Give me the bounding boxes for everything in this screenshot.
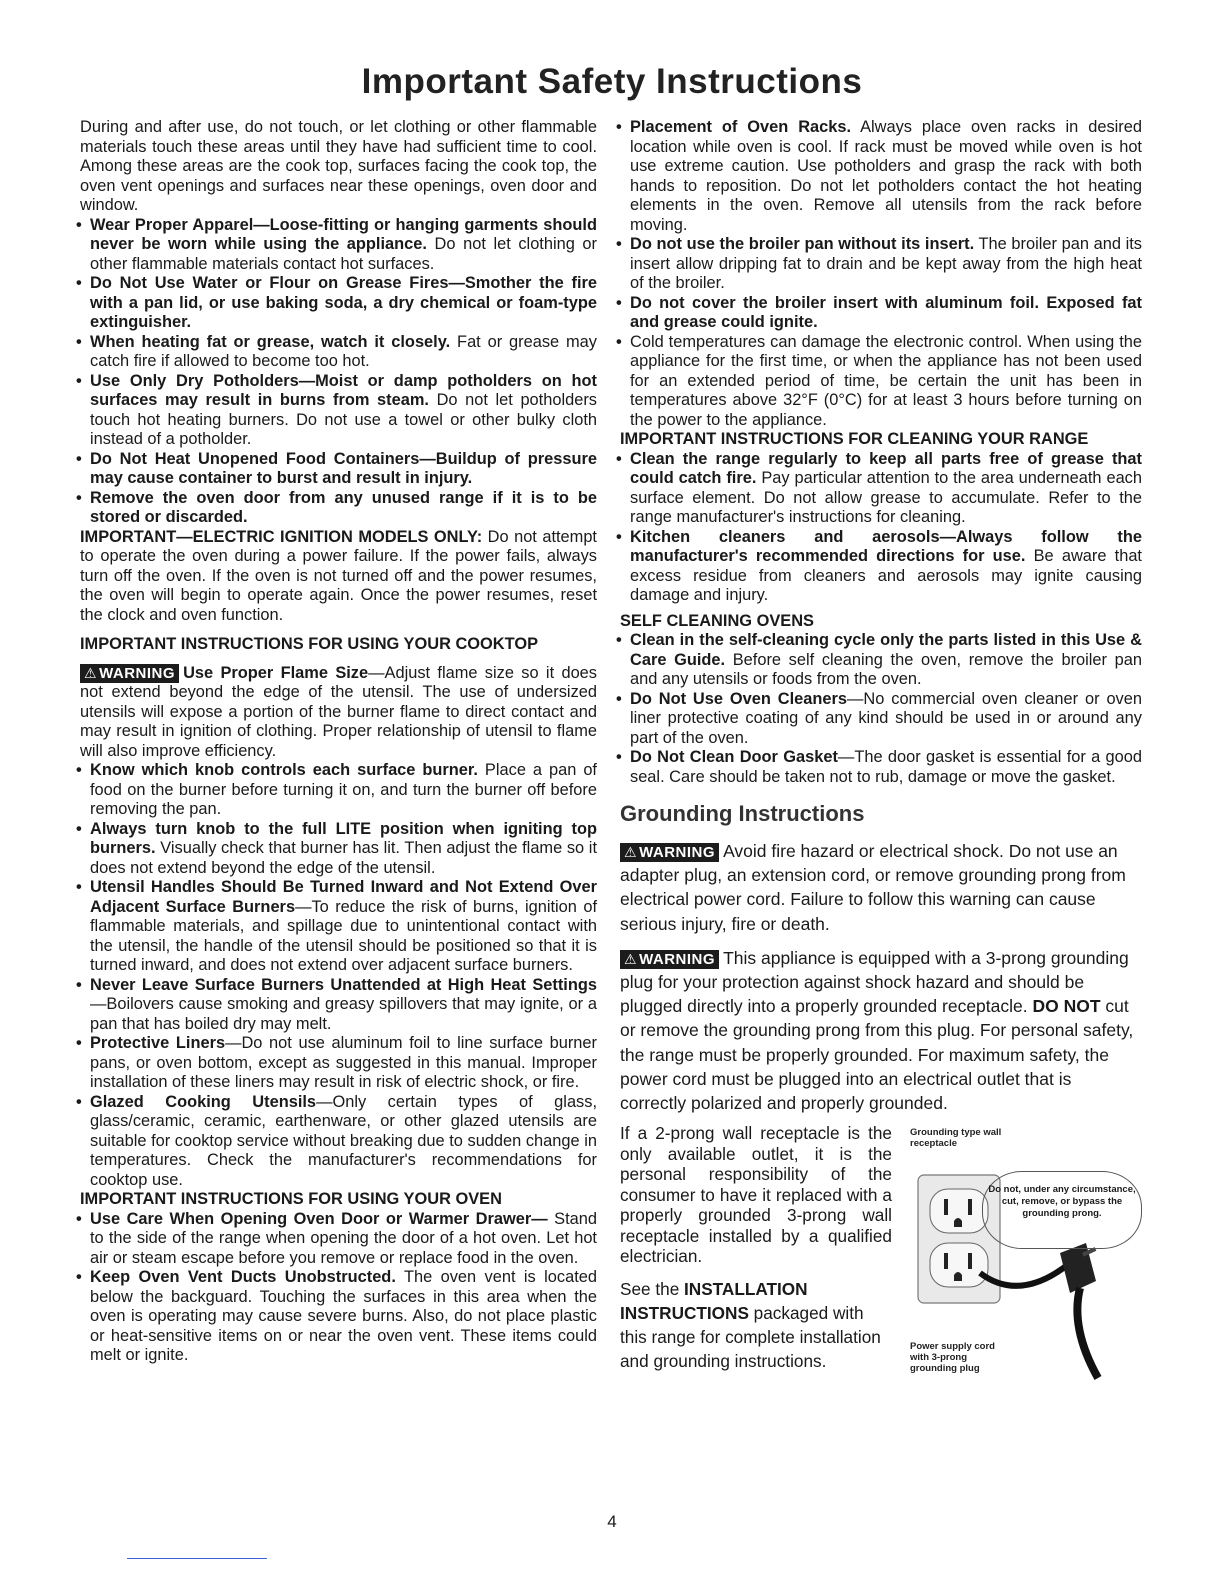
grounding-warning-1: ⚠ WARNING Avoid fire hazard or electrical shock. Do not use an adapter plug, an extension cord, or remove grounding prong from electrical power cord. Failure to follow this warning can cause serious injury, fire or death.	[620, 841, 1126, 934]
right-column	[616, 118, 1143, 1403]
grounding-title: Grounding Instructions	[620, 801, 865, 826]
list-item: • Glazed Cooking Utensils—Only certain types of glass, glass/ceramic, ceramic, earthenware, or other glazed utensils are suitable for cooktop service without breaking due to sudden change in temperatures. Check the manufacturer's recommendations for cooktop use.	[76, 1092, 597, 1189]
list-item-text: The broiler pan and its insert allow dripping fat to drain and be kept away from the high heat of the broiler.	[630, 235, 1142, 292]
list-item-bold: Do Not Heat Unopened Food Containers—Buildup of pressure may cause container to burst and result in injury.	[90, 449, 597, 487]
list-item-bold: Do Not Use Oven Cleaners	[630, 689, 848, 708]
page-title: Important Safety Instructions	[361, 62, 863, 101]
list-item-bold: Utensil Handles Should Be Turned Inward and Not Extend Over Adjacent Surface Burners	[90, 878, 597, 916]
list-item: • Do Not Use Water or Flour on Grease Fires—Smother the fire with a pan lid, or use baking soda, a dry chemical or foam-type extinguisher.	[76, 274, 597, 331]
list-item-text: Place a pan of food on the burner before turning it on, and turn the burner off before removing the pan.	[90, 761, 597, 818]
list-item: • Clean in the self-cleaning cycle only the parts listed in this Use & Care Guide. Before self cleaning the oven, remove the broiler pan and any utensils or foods from the oven.	[616, 631, 1142, 688]
flame-paragraph	[80, 664, 597, 762]
cord-label: Power supply cord with 3-prong grounding plug	[910, 1341, 995, 1375]
list-item-bold: Do not cover the broiler insert with aluminum foil. Exposed fat and grease could ignite.	[630, 293, 1142, 331]
list-item-text: Do not let potholders touch hot heating burners. Do not use a towel or other bulky cloth instead of a potholder.	[90, 391, 597, 448]
list-item-text: The oven vent is located below the backguard. Touching the surfaces in this area when the oven is operating may cause severe burns. Also, do not place plastic or heat-sensitive items on or near the oven vent. These items could melt or ignite.	[90, 1268, 597, 1364]
list-item: • Protective Liners—Do not use aluminum foil to line surface burner pans, or oven bottom, except as suggested in this manual. Improper installation of these liners may result in risk of electric shock, or fire.	[76, 1034, 597, 1091]
warning-triangle-icon: ⚠	[624, 844, 638, 860]
flame-text: —Adjust flame size so it does not extend beyond the edge of the utensil. The use of undersized utensils will expose a portion of the burner flame to direct contact and may result in ignition of clothing. Proper relationship of utensil to flame will also improve efficiency.	[80, 663, 597, 760]
list-item: • Do Not Use Oven Cleaners—No commercial oven cleaner or oven liner protective coating of any kind should be used in or around any part of the oven.	[616, 689, 1142, 747]
list-item: • Know which knob controls each surface burner. Place a pan of food on the burner before turning it on, and turn the burner off before removing the pan.	[76, 761, 597, 818]
list-item-bold: Always turn knob to the full LITE position when igniting top burners.	[90, 819, 597, 857]
list-item: • Always turn knob to the full LITE position when igniting top burners. Visually check that burner has lit. Then adjust the flame so it does not extend beyond the edge of the utensil.	[76, 819, 597, 877]
list-item: • Do not use the broiler pan without its insert. The broiler pan and its insert allow dripping fat to drain and be kept away from the high heat of the broiler.	[616, 235, 1142, 292]
list-item-text: —To reduce the risk of burns, ignition of flammable materials, and spillage due to unintentional contact with the utensil, the handle of the utensil should be positioned so that it is turned inward, and does not extend over adjacent surface burners.	[90, 897, 597, 974]
page-number: 4	[607, 1512, 617, 1531]
grounding-figure	[910, 1123, 1142, 1388]
ignition-text: Do not attempt to operate the oven during a power failure. If the power fails, always turn off the oven. If the oven is not turned off and the power resumes, the oven will begin to operate again. Once the power resumes, reset the clock and oven function.	[80, 527, 597, 624]
warning-triangle-icon: ⚠	[84, 664, 98, 681]
list-item: • Do not cover the broiler insert with aluminum foil. Exposed fat and grease could ignite.	[616, 293, 1142, 331]
list-item: • Remove the oven door from any unused range if it is to be stored or discarded.	[76, 488, 597, 526]
cooktop-heading: IMPORTANT INSTRUCTIONS FOR USING YOUR COOKTOP	[80, 635, 539, 653]
list-item-bold: Do not use the broiler pan without its insert.	[630, 235, 975, 253]
grounding-warning-2: ⚠ WARNING This appliance is equipped with a 3-prong grounding plug for your protection against shock hazard and should be plugged directly into a properly grounded receptacle. DO NOT cut or remove the grounding prong from this plug. For personal safety, the range must be properly grounded. For maximum safety, the power cord must be plugged into an electrical outlet that is correctly polarized and properly grounded.	[620, 947, 1134, 1114]
list-item: • Clean the range regularly to keep all parts free of grease that could catch fire. Pay particular attention to the area underneath each surface element. Do not allow grease to accumulate. Refer to the range manufacturer's instructions for cleaning.	[616, 449, 1142, 526]
list-item-bold: Do Not Clean Door Gasket	[630, 748, 838, 766]
list-item: • Never Leave Surface Burners Unattended at High Heat Settings—Boilovers cause smoking and greasy spillovers that may ignite, or a pan that has boiled dry may melt.	[76, 975, 597, 1033]
list-item-text: —No commercial oven cleaner or oven liner protective coating of any kind should be used in or around any part of the oven.	[630, 689, 1142, 747]
list-item-text: Stand to the side of the range when opening the door of a hot oven. Let hot air or steam escape before you remove or replace food in the oven.	[90, 1209, 597, 1267]
receptacle-label: Grounding type wall receptacle	[910, 1127, 1002, 1150]
warning-badge: ⚠ WARNING	[620, 843, 719, 862]
list-item-bold: Placement of Oven Racks.	[630, 118, 852, 136]
list-item-text: —Boilovers cause smoking and greasy spillovers that may ignite, or a pan that has boiled dry may melt.	[90, 995, 597, 1033]
flame-bold: Use Proper Flame Size	[183, 663, 369, 682]
list-item: • Kitchen cleaners and aerosols—Always follow the manufacturer's recommended directions for use. Be aware that excess residue from cleaners and aerosols may ignite causing damage and injury.	[616, 527, 1142, 604]
list-item-bold: Never Leave Surface Burners Unattended at High Heat Settings	[90, 975, 597, 994]
list-item: • Keep Oven Vent Ducts Unobstructed. The oven vent is located below the backguard. Touching the surfaces in this area when the oven is operating may cause severe burns. Also, do not place plastic or heat-sensitive items on or near the oven vent. These items could melt or ignite.	[76, 1268, 597, 1364]
list-item: • Wear Proper Apparel—Loose-fitting or hanging garments should never be worn while using the appliance. Do not let clothing or other flammable materials contact hot surfaces.	[76, 215, 598, 273]
list-item-text: Before self cleaning the oven, remove the broiler pan and any utensils or foods from the oven.	[630, 650, 1142, 688]
list-item-bold: Use Only Dry Potholders—Moist or damp potholders on hot surfaces may result in burns from steam.	[90, 371, 597, 409]
ignition-bold: IMPORTANT—ELECTRIC IGNITION MODELS ONLY:	[80, 527, 483, 546]
list-item-text: —The door gasket is essential for a good seal. Care should be taken not to rub, damage or move the gasket.	[630, 748, 1143, 786]
list-item: • Use Care When Opening Oven Door or Warmer Drawer— Stand to the side of the range when opening the door of a hot oven. Let hot air or steam escape before you remove or replace food in the oven.	[76, 1209, 597, 1267]
list-item-bold: Kitchen cleaners and aerosols—Always follow the manufacturer's recommended directions for use.	[630, 527, 1142, 565]
grounding-bottom-text	[620, 1123, 892, 1373]
warning-triangle-icon: ⚠	[624, 950, 638, 967]
list-item: • Do Not Clean Door Gasket—The door gasket is essential for a good seal. Care should be taken not to rub, damage or move the gasket.	[616, 748, 1143, 786]
divider-line	[127, 1558, 267, 1559]
list-item-text: —Do not use aluminum foil to line surface burner pans, or oven bottom, except as suggested in this manual. Improper installation of these liners may result in risk of electric shock, or fire.	[90, 1034, 597, 1091]
list-item-bold: Do Not Use Water or Flour on Grease Fires—Smother the fire with a pan lid, or use baking soda, a dry chemical or foam-type extinguisher.	[90, 274, 597, 331]
replace-receptacle-text: If a 2-prong wall receptacle is the only available outlet, it is the personal responsibility of the consumer to have it replaced with a properly grounded 3-prong wall receptacle installed by a qualified electrician.	[620, 1123, 892, 1267]
list-item-bold: Remove the oven door from any unused range if it is to be stored or discarded.	[90, 488, 597, 526]
list-item-bold: Clean in the self-cleaning cycle only the parts listed in this Use & Care Guide.	[630, 631, 1142, 669]
list-item: • Utensil Handles Should Be Turned Inward and Not Extend Over Adjacent Surface Burners—To reduce the risk of burns, ignition of flammable materials, and spillage due to unintentional contact with the utensil, the handle of the utensil should be positioned so that it is turned inward, and does not extend over adjacent surface burners.	[76, 878, 597, 974]
intro-paragraph: During and after use, do not touch, or let clothing or other flammable materials touch these areas until they have had sufficient time to cool. Among these areas are the cook top, surfaces facing the cook top, the oven vent openings and surfaces near these openings, oven door and window.	[80, 118, 597, 214]
list-item: • Cold temperatures can damage the electronic control. When using the appliance for the first time, or when the appliance has not been used for an extended period of time, be certain the unit has been in temperatures above 32°F (0°C) for at least 3 hours before turning on the power to the appliance.	[616, 332, 1142, 429]
list-item-text: Do not let clothing or other flammable materials contact hot surfaces.	[90, 235, 598, 273]
list-item-text: Always place oven racks in desired location while oven is cool. If rack must be moved while oven is hot use extreme caution. Use potholders and grasp the rack with both hands to reposition. Do not let potholders contact the hot heating elements in the oven. Remove all utensils from the rack before moving.	[630, 118, 1142, 234]
list-item-bold: Know which knob controls each surface burner.	[90, 761, 478, 779]
cleaning-heading: IMPORTANT INSTRUCTIONS FOR CLEANING YOUR RANGE	[620, 430, 1089, 448]
list-item: • Do Not Heat Unopened Food Containers—Buildup of pressure may cause container to burst and result in injury.	[76, 449, 597, 487]
grounding-bottom	[620, 1123, 1142, 1403]
ignition-paragraph	[80, 528, 597, 626]
warning-badge: ⚠ WARNING	[80, 664, 179, 683]
list-item-bold: Clean the range regularly to keep all parts free of grease that could catch fire.	[630, 449, 1142, 487]
list-item-text: Fat or grease may catch fire if allowed to become too hot.	[90, 332, 597, 370]
list-item-bold: Glazed Cooking Utensils	[90, 1092, 317, 1111]
self-cleaning-heading: SELF CLEANING OVENS	[620, 611, 814, 630]
list-item: • Use Only Dry Potholders—Moist or damp potholders on hot surfaces may result in burns from steam. Do not let potholders touch hot heating burners. Do not use a towel or other bulky cloth instead of a potholder.	[76, 371, 597, 448]
list-item-text: Cold temperatures can damage the electronic control. When using the appliance for the first time, or when the appliance has not been used for an extended period of time, be certain the unit has been in temperatures above 32°F (0°C) for at least 3 hours before turning on the power to the appliance.	[630, 332, 1142, 429]
list-item-text: Visually check that burner has lit. Then adjust the flame so it does not extend beyond the edge of the utensil.	[90, 839, 597, 877]
list-item: • When heating fat or grease, watch it closely. Fat or grease may catch fire if allowed to become too hot.	[76, 332, 597, 370]
list-item: • Placement of Oven Racks. Always place oven racks in desired location while oven is cool. If rack must be moved while oven is hot use extreme caution. Use potholders and grasp the rack with both hands to reposition. Do not let potholders contact the hot heating elements in the oven. Remove all utensils from the rack before moving.	[616, 118, 1142, 234]
oven-heading: IMPORTANT INSTRUCTIONS FOR USING YOUR OVEN	[80, 1190, 502, 1208]
warning-callout: Do not, under any circumstance, cut, remove, or bypass the grounding prong.	[982, 1171, 1142, 1249]
list-item-text: —Only certain types of glass, glass/ceramic, ceramic, earthenware, or other glazed utensils are suitable for cooktop service without breaking due to sudden change in temperatures. Check the manufacturer's recommendations for cooktop use.	[90, 1092, 597, 1189]
list-item-bold: Protective Liners	[90, 1034, 226, 1052]
list-item-bold: Keep Oven Vent Ducts Unobstructed.	[90, 1268, 396, 1286]
list-item-bold: Use Care When Opening Oven Door or Warmer Drawer—	[90, 1209, 548, 1228]
list-item-bold: Wear Proper Apparel—Loose-fitting or hanging garments should never be worn while using the appliance.	[90, 215, 597, 253]
warning-badge: ⚠ WARNING	[620, 950, 719, 969]
installation-text: See the INSTALLATION INSTRUCTIONS packaged with this range for complete installation and grounding instructions.	[620, 1278, 881, 1371]
left-column	[76, 118, 598, 1366]
list-item-text: Pay particular attention to the area underneath each surface element. Do not allow grease to accumulate. Refer to the range manufacturer's instructions for cleaning.	[630, 469, 1142, 526]
list-item-text: Be aware that excess residue from cleaners and aerosols may ignite causing damage and injury.	[630, 547, 1142, 604]
list-item-bold: When heating fat or grease, watch it closely.	[90, 332, 451, 351]
